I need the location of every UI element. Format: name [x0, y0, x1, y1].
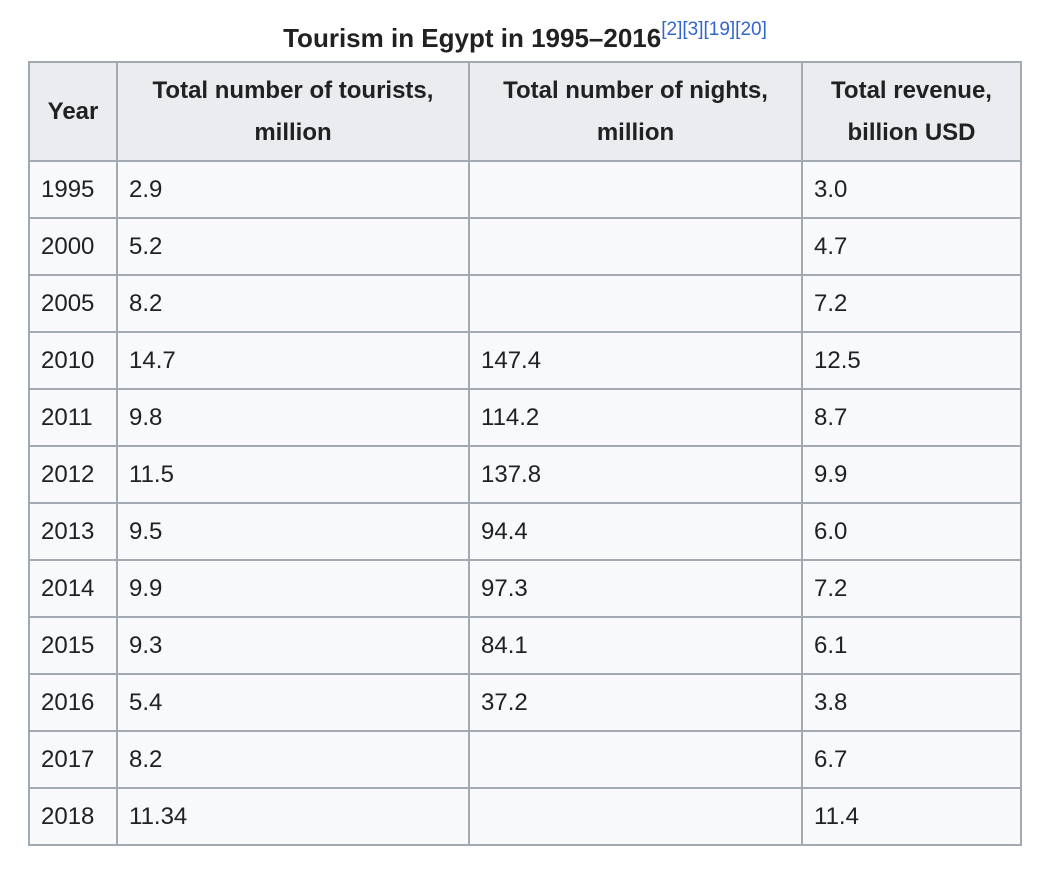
year-cell: 2005	[29, 275, 117, 332]
tourism-table	[28, 61, 1022, 846]
tourists-cell: 8.2	[117, 275, 469, 332]
header-tourists: Total number of tourists, million	[117, 62, 469, 161]
table-title: Tourism in Egypt in 1995–2016	[283, 23, 662, 53]
tourists-cell: 9.3	[117, 617, 469, 674]
tourists-cell: 9.9	[117, 560, 469, 617]
revenue-cell: 7.2	[802, 560, 1021, 617]
revenue-cell: 8.7	[802, 389, 1021, 446]
tourists-cell: 11.34	[117, 788, 469, 845]
revenue-cell: 12.5	[802, 332, 1021, 389]
year-cell: 1995	[29, 161, 117, 218]
table-row	[29, 161, 1021, 218]
revenue-cell: 9.9	[802, 446, 1021, 503]
reference-links	[661, 19, 767, 40]
header-nights: Total number of nights, million	[469, 62, 802, 161]
nights-cell	[469, 218, 802, 275]
nights-cell	[469, 161, 802, 218]
tourists-cell: 11.5	[117, 446, 469, 503]
year-cell: 2017	[29, 731, 117, 788]
year-cell: 2011	[29, 389, 117, 446]
header-revenue: Total revenue, billion USD	[802, 62, 1021, 161]
table-row	[29, 617, 1021, 674]
table-row	[29, 218, 1021, 275]
nights-cell: 84.1	[469, 617, 802, 674]
tourists-cell: 14.7	[117, 332, 469, 389]
year-cell: 2014	[29, 560, 117, 617]
table-row	[29, 560, 1021, 617]
nights-cell: 114.2	[469, 389, 802, 446]
revenue-cell: 3.8	[802, 674, 1021, 731]
reference-link[interactable]: [19]	[703, 19, 736, 41]
tourists-cell: 9.5	[117, 503, 469, 560]
nights-cell: 147.4	[469, 332, 802, 389]
year-cell: 2015	[29, 617, 117, 674]
year-cell: 2013	[29, 503, 117, 560]
year-cell: 2000	[29, 218, 117, 275]
table-body	[29, 161, 1021, 845]
revenue-cell: 4.7	[802, 218, 1021, 275]
nights-cell	[469, 275, 802, 332]
revenue-cell: 11.4	[802, 788, 1021, 845]
revenue-cell: 6.7	[802, 731, 1021, 788]
table-row	[29, 389, 1021, 446]
header-row	[29, 62, 1021, 161]
revenue-cell: 7.2	[802, 275, 1021, 332]
year-cell: 2016	[29, 674, 117, 731]
tourists-cell: 2.9	[117, 161, 469, 218]
reference-link[interactable]: [3]	[682, 19, 704, 41]
table-row	[29, 788, 1021, 845]
table-row	[29, 503, 1021, 560]
table-row	[29, 446, 1021, 503]
table-caption	[0, 18, 1050, 58]
tourists-cell: 8.2	[117, 731, 469, 788]
revenue-cell: 6.0	[802, 503, 1021, 560]
nights-cell: 37.2	[469, 674, 802, 731]
nights-cell	[469, 731, 802, 788]
tourists-cell: 9.8	[117, 389, 469, 446]
nights-cell	[469, 788, 802, 845]
year-cell: 2012	[29, 446, 117, 503]
revenue-cell: 6.1	[802, 617, 1021, 674]
nights-cell: 97.3	[469, 560, 802, 617]
reference-link[interactable]: [20]	[735, 19, 767, 41]
tourists-cell: 5.2	[117, 218, 469, 275]
reference-link[interactable]: [2]	[661, 19, 683, 41]
table-row	[29, 275, 1021, 332]
revenue-cell: 3.0	[802, 161, 1021, 218]
header-year: Year	[29, 62, 117, 161]
year-cell: 2018	[29, 788, 117, 845]
table-row	[29, 731, 1021, 788]
table-row	[29, 674, 1021, 731]
table-row	[29, 332, 1021, 389]
nights-cell: 137.8	[469, 446, 802, 503]
tourists-cell: 5.4	[117, 674, 469, 731]
year-cell: 2010	[29, 332, 117, 389]
nights-cell: 94.4	[469, 503, 802, 560]
